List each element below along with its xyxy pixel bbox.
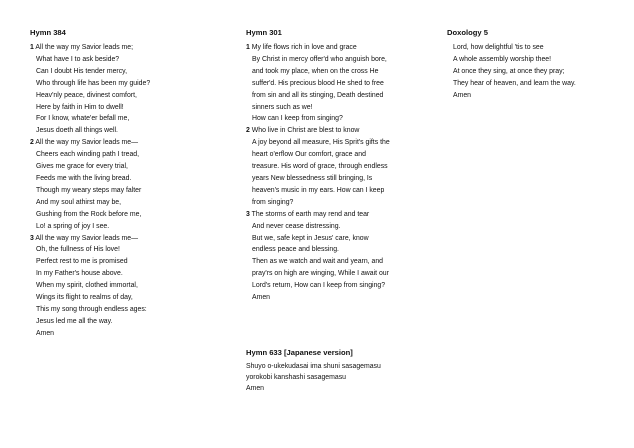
verse-line [30, 102, 150, 114]
verse-line [246, 233, 390, 245]
verse-line [246, 173, 390, 185]
verse-line [246, 149, 390, 161]
verse-line [30, 280, 150, 292]
verse-line [246, 78, 390, 90]
verse-line [246, 221, 390, 233]
verse-text: And never cease distressing. [252, 222, 341, 230]
verse-number: 3 [30, 234, 34, 242]
verse-text: treasure. His word of grace, through endless [252, 163, 388, 171]
verse-line [30, 244, 150, 256]
verse-text: Who through life has been my guide? [36, 79, 151, 87]
verse-line [30, 125, 150, 137]
verse-text: Cheers each winding path I tread, [36, 151, 140, 159]
hymn-384-title: Hymn 384 [30, 28, 66, 37]
doxology-5-lines [447, 42, 576, 102]
verse-text: from sin and all its stinging, Death destined [252, 91, 384, 99]
verse-text: What have I to ask beside? [36, 55, 120, 63]
verse-text: By Christ in mercy offer'd who anguish bore, [252, 55, 387, 63]
verse-line [246, 256, 390, 268]
verse-line: Shuyo o-ukekudasai ima shuni sasagemasu [246, 363, 381, 370]
verse-text: Lord's return, How can I keep from singing? [252, 282, 386, 290]
verse-text: Can I doubt His tender mercy, [36, 67, 128, 75]
verse-text: Feeds me with the living bread. [36, 174, 132, 182]
verse-line [246, 113, 390, 125]
verse-text: This my song through endless ages: [36, 305, 147, 313]
verse-text: Gives me grace for every trial, [36, 163, 128, 171]
verse-text: Heav'nly peace, divinest comfort, [36, 91, 137, 99]
verse-line [246, 125, 390, 137]
verse-line [30, 316, 150, 328]
verse-text: Amen [252, 294, 271, 302]
verse-line [30, 233, 150, 245]
verse-line [30, 268, 150, 280]
verse-line [246, 161, 390, 173]
verse-line [246, 185, 390, 197]
verse-line [30, 137, 150, 149]
verse-line [246, 244, 390, 256]
verse-text: Though my weary steps may falter [36, 186, 142, 194]
verse-number: 3 [246, 210, 250, 218]
verse-text: heart o'erflow Our comfort, grace and [252, 151, 366, 159]
verse-line: yorokobi kanshashi sasagemasu [246, 374, 346, 382]
hymn-301 [246, 28, 390, 304]
verse-line: Amen [246, 385, 265, 393]
hymn-301-lines [246, 42, 390, 304]
verse-text: And my soul athirst may be, [36, 198, 122, 206]
verse-text: All the way my Savior leads me— [35, 234, 139, 242]
verse-text: Perfect rest to me is promised [36, 258, 128, 266]
verse-text: Here by faith in Him to dwell! [36, 103, 124, 111]
verse-text: But we, safe kept in Jesus' care, know [252, 234, 369, 242]
verse-text: When my spirit, clothed immortal, [36, 282, 138, 290]
verse-line: A whole assembly worship thee! [453, 55, 552, 63]
hymn-384 [30, 28, 150, 340]
verse-number: 1 [30, 44, 34, 51]
verse-text: Then as we watch and wait and yearn, and [252, 258, 384, 266]
verse-line [30, 256, 150, 268]
verse-line [246, 280, 390, 292]
verse-line [30, 78, 150, 90]
verse-line [30, 149, 150, 161]
verse-text: Gushing from the Rock before me, [36, 210, 142, 218]
verse-line [30, 292, 150, 304]
verse-line [30, 66, 150, 78]
verse-line [246, 102, 390, 114]
verse-text: Lo! a spring of joy I see. [36, 222, 110, 230]
verse-text: How can I keep from singing? [252, 115, 343, 123]
verse-text: and took my place, when on the cross He [252, 67, 379, 75]
verse-line [30, 221, 150, 233]
verse-text: The storms of earth may rend and tear [251, 210, 370, 218]
verse-line [30, 197, 150, 209]
verse-line [246, 268, 390, 280]
verse-number: 1 [246, 44, 250, 51]
verse-line [246, 54, 390, 66]
verse-text: Amen [36, 329, 55, 337]
verse-line [246, 42, 390, 54]
verse-line [30, 90, 150, 102]
verse-text: suffer'd. His precious blood He shed to free [252, 79, 384, 87]
verse-text: Who live in Christ are blest to know [251, 127, 360, 135]
verse-text: Jesus led me all the way. [36, 317, 113, 325]
verse-line [30, 209, 150, 221]
verse-text: My life flows rich in love and grace [251, 44, 357, 51]
verse-text: Oh, the fullness of His love! [36, 246, 120, 254]
verse-line [246, 292, 390, 304]
verse-line: They hear of heaven, and learn the way. [453, 79, 576, 87]
verse-line [30, 328, 150, 340]
verse-text: endless peace and blessing. [252, 246, 339, 254]
verse-number: 2 [30, 139, 34, 147]
verse-line [30, 161, 150, 173]
doxology-5-title: Doxology 5 [447, 28, 488, 37]
verse-text: All the way my Savior leads me; [35, 44, 134, 51]
verse-text: Jesus doeth all things well. [36, 127, 118, 135]
hymn-301-title: Hymn 301 [246, 28, 282, 37]
verse-line [30, 304, 150, 316]
verse-line [246, 197, 390, 209]
verse-line: Lord, how delightful 'tis to see [453, 44, 544, 51]
verse-text: In my Father's house above. [36, 270, 123, 278]
verse-line [246, 90, 390, 102]
verse-line [30, 185, 150, 197]
verse-line [30, 42, 150, 54]
verse-line [30, 54, 150, 66]
verse-line [246, 66, 390, 78]
verse-text: A joy beyond all measure, His Sprit's gifts the [252, 139, 390, 147]
verse-number: 2 [246, 127, 250, 135]
doxology-5 [447, 28, 576, 102]
verse-line [246, 137, 390, 149]
hymn-633 [246, 348, 381, 395]
verse-line: Amen [453, 91, 472, 99]
verse-line: At once they sing, at once they pray; [453, 67, 565, 75]
verse-text: For I know, whate'er befall me, [36, 115, 130, 123]
verse-line [30, 113, 150, 125]
hymn-384-lines [30, 42, 150, 340]
verse-line [30, 173, 150, 185]
verse-text: heaven's music in my ears. How can I keep [252, 186, 385, 194]
verse-text: Wings its flight to realms of day, [36, 294, 133, 302]
verse-text: from singing? [252, 198, 294, 206]
hymn-633-title: Hymn 633 [Japanese version] [246, 348, 353, 357]
verse-text: sinners such as we! [252, 103, 313, 111]
hymn-633-lines [246, 361, 381, 395]
verse-text: pray'rs on high are winging, While I await our [252, 270, 389, 278]
verse-text: years New blessedness still bringing, Is [252, 174, 373, 182]
verse-line [246, 209, 390, 221]
verse-text: All the way my Savior leads me— [35, 139, 139, 147]
